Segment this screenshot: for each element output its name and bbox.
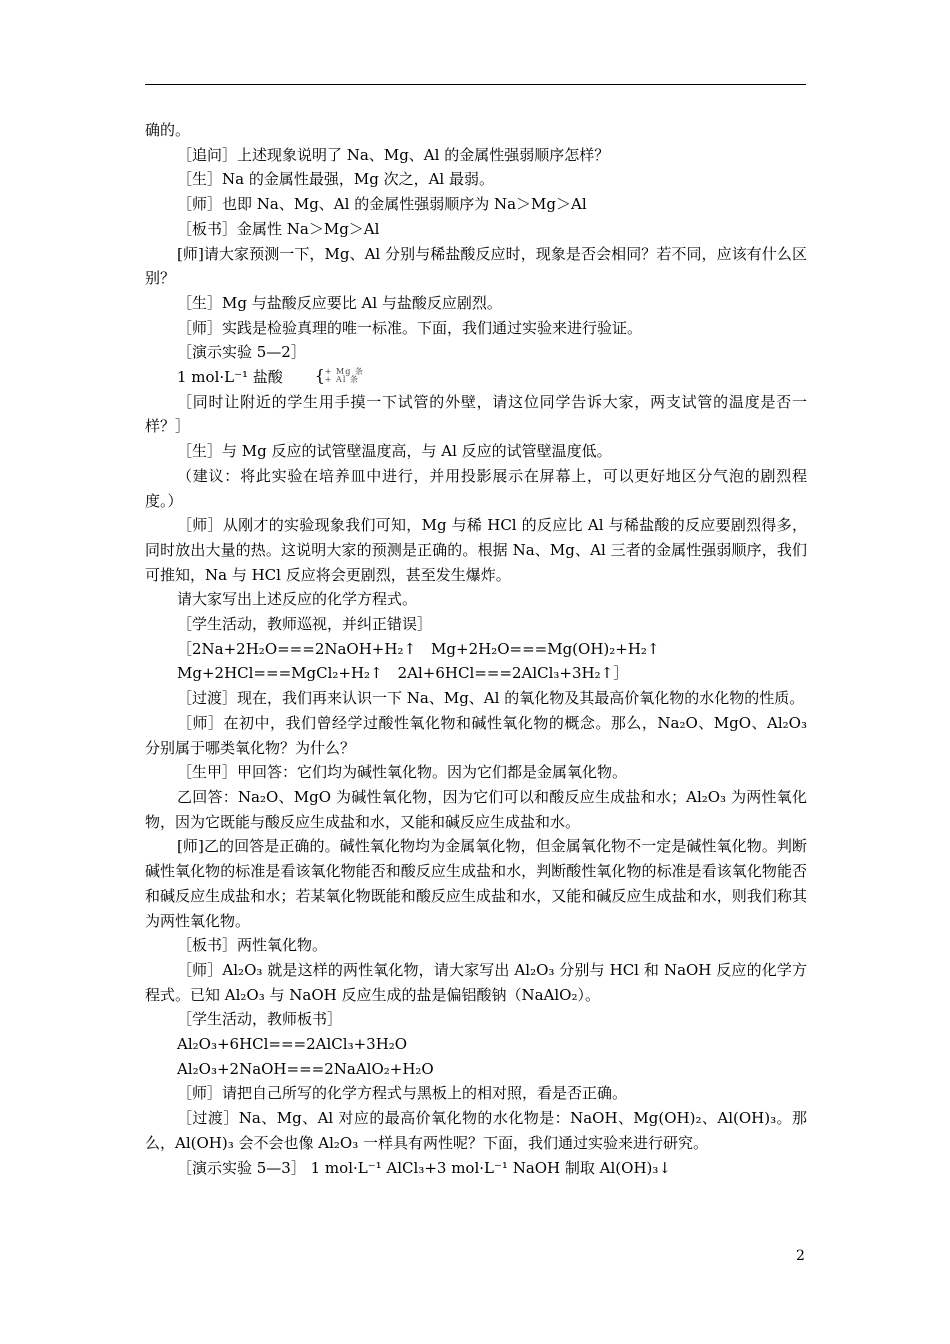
paragraph xyxy=(145,340,807,365)
paragraph xyxy=(145,513,807,587)
paragraph xyxy=(145,612,807,637)
paragraph-text: Al₂O₃+2NaOH===2NaAlO₂+H₂O xyxy=(177,1059,434,1078)
paragraph xyxy=(145,118,807,143)
paragraph-text: Al₂O₃+6HCl===2AlCl₃+3H₂O xyxy=(177,1035,408,1054)
paragraph-text: ［学生活动，教师板书］ xyxy=(177,1010,343,1029)
paragraph-text: ［生］与 Mg 反应的试管壁温度高，与 Al 反应的试管壁温度低。 xyxy=(177,442,612,461)
paragraph-text: ［生］Mg 与盐酸反应要比 Al 与盐酸反应剧烈。 xyxy=(177,293,502,312)
paragraph xyxy=(145,439,807,464)
paragraph-text: （建议：将此实验在培养皿中进行，并用投影展示在屏幕上，可以更好地区分气泡的剧烈程度。） xyxy=(145,466,807,510)
paragraph xyxy=(145,291,807,316)
paragraph xyxy=(145,242,807,291)
paragraph xyxy=(145,834,807,933)
paragraph xyxy=(145,167,807,192)
bracket-line-mg: + Mg 条 xyxy=(324,367,364,377)
paragraph-text: ［师］也即 Na、Mg、Al 的金属性强弱顺序为 Na＞Mg＞Al xyxy=(177,195,587,214)
paragraph xyxy=(145,587,807,612)
paragraph xyxy=(145,1057,807,1082)
paragraph-text: 1 mol·L⁻¹ 盐酸 xyxy=(177,368,283,387)
paragraph-text: ［板书］金属性 Na＞Mg＞Al xyxy=(177,219,380,238)
paragraph xyxy=(145,1106,807,1155)
paragraph-text: ［2Na+2H₂O===2NaOH+H₂↑ Mg+2H₂O===Mg(OH)₂+H₂↑ xyxy=(177,639,660,658)
paragraph-text: ［师］实践是检验真理的唯一标准。下面，我们通过实验来进行验证。 xyxy=(177,318,643,337)
paragraph-text: ［板书］两性氧化物。 xyxy=(177,936,328,955)
paragraph-text: ［演示实验 5—2］ xyxy=(177,343,306,362)
reagent-bracket xyxy=(283,367,403,385)
paragraph xyxy=(145,390,807,439)
paragraph-text: [师]请大家预测一下，Mg、Al 分别与稀盐酸反应时，现象是否会相同？若不同，应该有什么区别？ xyxy=(145,244,807,288)
paragraph xyxy=(145,933,807,958)
paragraph xyxy=(145,686,807,711)
page-number: 2 xyxy=(796,1248,805,1264)
paragraph-text: Mg+2HCl===MgCl₂+H₂↑ 2Al+6HCl===2AlCl₃+3H₂↑］ xyxy=(177,664,629,683)
paragraph xyxy=(145,143,807,168)
paragraph-text: ［过渡］现在，我们再来认识一下 Na、Mg、Al 的氧化物及其最高价氧化物的水化物的性质。 xyxy=(177,689,805,708)
paragraph-text: ［演示实验 5—3］ 1 mol·L⁻¹ AlCl₃+3 mol·L⁻¹ NaOH 制取 Al(OH)₃↓ xyxy=(177,1158,671,1177)
paragraph-text: ［同时让附近的学生用手摸一下试管的外壁，请这位同学告诉大家，两支试管的温度是否一样？］ xyxy=(145,392,807,436)
paragraph-text: ［生甲］甲回答：它们均为碱性氧化物。因为它们都是金属氧化物。 xyxy=(177,763,628,782)
paragraph-text: 确的。 xyxy=(145,121,191,139)
paragraph xyxy=(145,464,807,513)
paragraph xyxy=(145,1156,807,1181)
paragraph-text: 乙回答：Na₂O、MgO 为碱性氧化物，因为它们可以和酸反应生成盐和水；Al₂O₃ 为两性氧化物，因为它既能与酸反应生成盐和水，又能和碱反应生成盐和水。 xyxy=(145,787,807,831)
paragraph xyxy=(145,760,807,785)
paragraph xyxy=(145,661,807,686)
paragraph xyxy=(145,1007,807,1032)
paragraph-text: ［师］从刚才的实验现象我们可知，Mg 与稀 HCl 的反应比 Al 与稀盐酸的反应要剧烈得多，同时放出大量的热。这说明大家的预测是正确的。根据 Na、Mg、Al 三者的金属性强弱顺序，我们可推知，Na 与 HCl 反应将会更剧烈，甚至发生爆炸。 xyxy=(145,516,807,584)
paragraph-text: ［师］Al₂O₃ 就是这样的两性氧化物，请大家写出 Al₂O₃ 分别与 HCl 和 NaOH 反应的化学方程式。已知 Al₂O₃ 与 NaOH 反应生成的盐是偏铝酸钠（NaAlO₂）。 xyxy=(145,960,807,1004)
paragraph-text: ［学生活动，教师巡视，并纠正错误］ xyxy=(177,615,433,634)
brace-symbol: { xyxy=(314,366,325,386)
paragraph-text: 请大家写出上述反应的化学方程式。 xyxy=(177,590,418,609)
paragraph-text: ［过渡］Na、Mg、Al 对应的最高价氧化物的水化物是：NaOH、Mg(OH)₂、Al(OH)₃。那么，Al(OH)₃ 会不会也像 Al₂O₃ 一样具有两性呢？下面，我们通过实验来进行研究。 xyxy=(145,1109,807,1152)
paragraph xyxy=(145,1081,807,1106)
paragraph xyxy=(145,1032,807,1057)
bracket-line-al: + Al 条 xyxy=(324,375,359,385)
paragraph-text: ［追问］上述现象说明了 Na、Mg、Al 的金属性强弱顺序怎样？ xyxy=(177,145,610,164)
paragraph-text: ［生］Na 的金属性最强，Mg 次之，Al 最弱。 xyxy=(177,170,494,189)
header-rule xyxy=(145,84,806,85)
paragraph xyxy=(145,365,807,390)
paragraph xyxy=(145,637,807,662)
paragraph xyxy=(145,217,807,242)
document-body xyxy=(145,118,807,1180)
paragraph xyxy=(145,958,807,1007)
paragraph xyxy=(145,711,807,760)
paragraph xyxy=(145,192,807,217)
paragraph xyxy=(145,785,807,834)
paragraph xyxy=(145,316,807,341)
paragraph-text: ［师］在初中，我们曾经学过酸性氧化物和碱性氧化物的概念。那么，Na₂O、MgO、Al₂O₃ 分别属于哪类氧化物？为什么？ xyxy=(145,713,807,757)
paragraph-text: ［师］请把自己所写的化学方程式与黑板上的相对照，看是否正确。 xyxy=(177,1084,628,1103)
paragraph-text: [师]乙的回答是正确的。碱性氧化物均为金属氧化物，但金属氧化物不一定是碱性氧化物。判断碱性氧化物的标准是看该氧化物能否和酸反应生成盐和水，判断酸性氧化物的标准是看该氧化物能否和碱反应生成盐和水；若某氧化物既能和酸反应生成盐和水，又能和碱反应生成盐和水，则我们称其为两性氧化物。 xyxy=(145,837,807,930)
